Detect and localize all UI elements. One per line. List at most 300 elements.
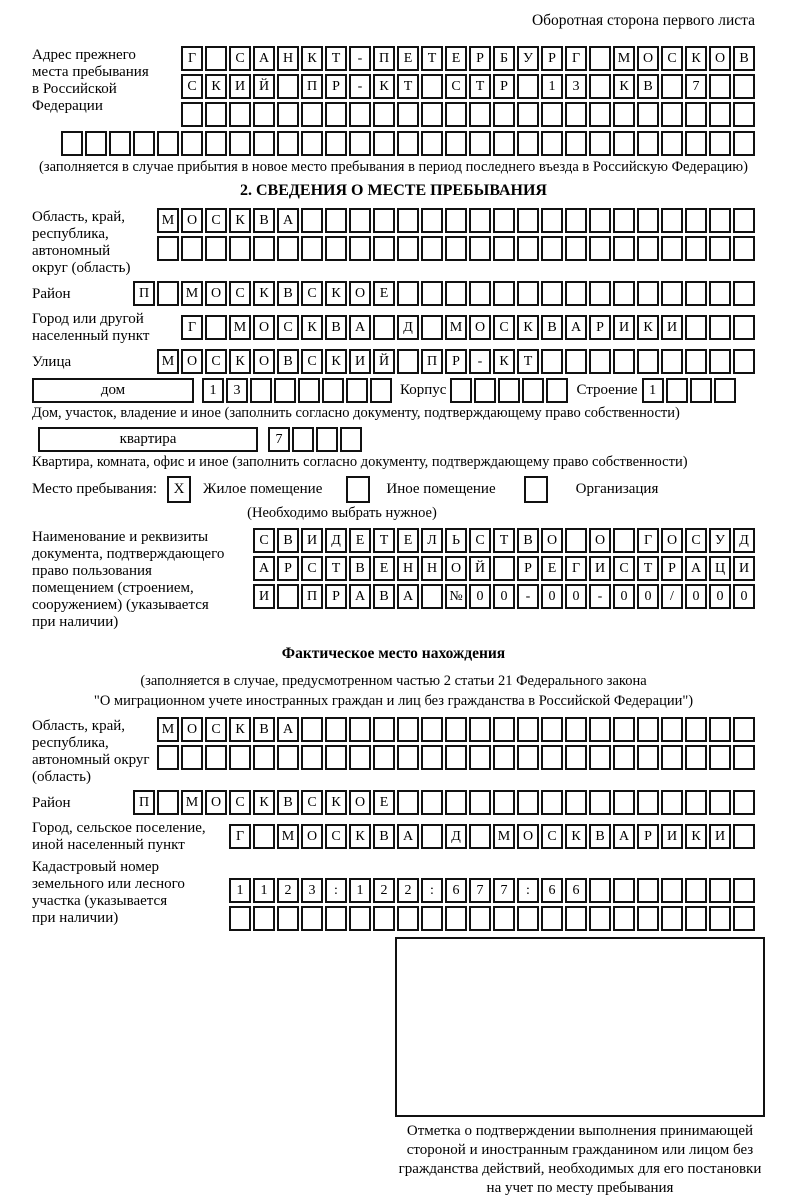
char-cell: [181, 745, 203, 770]
char-cell: 0: [709, 584, 731, 609]
char-cell: Г: [565, 46, 587, 71]
char-cell: Ь: [445, 528, 467, 553]
char-cell: [277, 131, 299, 156]
cadastre-label: Кадастровый номер земельного или лесного участка (указывается при наличии): [32, 859, 185, 926]
char-cell: [325, 717, 347, 742]
char-cell: [469, 208, 491, 233]
char-cell: К: [493, 349, 515, 374]
char-cell: [661, 878, 683, 903]
char-cell: [565, 349, 587, 374]
char-cell: И: [733, 556, 755, 581]
char-cell: [469, 745, 491, 770]
street-band: [32, 349, 755, 374]
char-cell: [277, 745, 299, 770]
char-cell: [709, 236, 731, 261]
char-cell: Ц: [709, 556, 731, 581]
char-cell: П: [133, 790, 155, 815]
char-cell: [397, 790, 419, 815]
char-cell: М: [493, 824, 515, 849]
document-band: [32, 528, 755, 631]
region-band: [32, 208, 755, 277]
char-cell: [637, 745, 659, 770]
korpus-label: Корпус: [400, 382, 447, 398]
char-cell: [541, 906, 563, 931]
char-cell: [565, 528, 587, 553]
char-cell: 1: [253, 878, 275, 903]
char-cell: К: [565, 824, 587, 849]
char-cell: Т: [637, 556, 659, 581]
actual-region-row-2: [157, 745, 755, 770]
apartment-cells: [268, 427, 362, 452]
district-grid: [133, 281, 755, 306]
char-cell: [397, 717, 419, 742]
char-cell: [229, 745, 251, 770]
char-cell: [733, 824, 755, 849]
char-cell: О: [541, 528, 563, 553]
char-cell: [373, 906, 395, 931]
char-cell: [565, 236, 587, 261]
char-cell: С: [277, 315, 299, 340]
char-cell: 0: [733, 584, 755, 609]
char-cell: [253, 906, 275, 931]
district-row: [133, 281, 755, 306]
char-cell: [613, 878, 635, 903]
char-cell: [517, 236, 539, 261]
char-cell: [589, 790, 611, 815]
char-cell: [733, 208, 755, 233]
char-cell: Н: [421, 556, 443, 581]
char-cell: [157, 745, 179, 770]
char-cell: 0: [613, 584, 635, 609]
stamp-box: [395, 937, 765, 1117]
char-cell: [685, 281, 707, 306]
char-cell: [253, 102, 275, 127]
char-cell: [469, 790, 491, 815]
char-cell: Д: [397, 315, 419, 340]
char-cell: [498, 378, 520, 403]
char-cell: Р: [517, 556, 539, 581]
char-cell: [250, 378, 272, 403]
prev-address-row-3: [181, 102, 755, 127]
char-cell: [205, 46, 227, 71]
char-cell: [301, 102, 323, 127]
char-cell: [709, 131, 731, 156]
char-cell: [565, 102, 587, 127]
prev-address-label: Адрес прежнего места пребывания в Российской Федерации: [32, 47, 149, 114]
actual-city-band: [32, 819, 755, 854]
char-cell: Д: [325, 528, 347, 553]
char-cell: А: [397, 824, 419, 849]
char-cell: [709, 102, 731, 127]
char-cell: [421, 74, 443, 99]
char-cell: [397, 906, 419, 931]
char-cell: [733, 102, 755, 127]
char-cell: Е: [373, 281, 395, 306]
char-cell: С: [661, 46, 683, 71]
char-cell: В: [253, 208, 275, 233]
char-cell: [181, 102, 203, 127]
char-cell: [325, 131, 347, 156]
actual-region-label: Область, край, республика, автономный округ (область): [32, 718, 150, 785]
actual-city-row: [229, 824, 755, 849]
char-cell: [445, 745, 467, 770]
char-cell: [661, 717, 683, 742]
char-cell: [421, 717, 443, 742]
char-cell: О: [181, 349, 203, 374]
char-cell: В: [277, 281, 299, 306]
char-cell: М: [613, 46, 635, 71]
char-cell: [685, 790, 707, 815]
char-cell: [493, 131, 515, 156]
char-cell: /: [661, 584, 683, 609]
house-note: Дом, участок, владение и иное (заполнить согласно документу, подтверждающему право собственности): [32, 405, 680, 421]
document-grid: [253, 528, 755, 609]
char-cell: К: [325, 281, 347, 306]
char-cell: О: [181, 208, 203, 233]
char-cell: О: [589, 528, 611, 553]
char-cell: [277, 584, 299, 609]
char-cell: [205, 745, 227, 770]
char-cell: [349, 208, 371, 233]
char-cell: [445, 131, 467, 156]
char-cell: 1: [202, 378, 224, 403]
char-cell: Р: [493, 74, 515, 99]
char-cell: [469, 281, 491, 306]
char-cell: Н: [397, 556, 419, 581]
char-cell: [709, 281, 731, 306]
char-cell: К: [349, 824, 371, 849]
char-cell: С: [181, 74, 203, 99]
char-cell: К: [325, 790, 347, 815]
char-cell: С: [205, 208, 227, 233]
char-cell: 0: [493, 584, 515, 609]
char-cell: [733, 745, 755, 770]
char-cell: [637, 349, 659, 374]
char-cell: И: [709, 824, 731, 849]
char-cell: В: [277, 528, 299, 553]
char-cell: В: [253, 717, 275, 742]
char-cell: [522, 378, 544, 403]
char-cell: А: [613, 824, 635, 849]
char-cell: К: [325, 349, 347, 374]
char-cell: К: [685, 46, 707, 71]
char-cell: [517, 102, 539, 127]
cadastre-row-1: [229, 878, 755, 903]
char-cell: П: [301, 584, 323, 609]
char-cell: [445, 906, 467, 931]
char-cell: [613, 349, 635, 374]
house-cells: [202, 378, 392, 403]
char-cell: А: [349, 584, 371, 609]
char-cell: В: [733, 46, 755, 71]
char-cell: [661, 906, 683, 931]
char-cell: 0: [685, 584, 707, 609]
char-cell: И: [349, 349, 371, 374]
char-cell: К: [301, 315, 323, 340]
document-row-2: [253, 556, 755, 581]
char-cell: [229, 102, 251, 127]
char-cell: Т: [325, 46, 347, 71]
char-cell: 1: [229, 878, 251, 903]
char-cell: [541, 131, 563, 156]
char-cell: 2: [277, 878, 299, 903]
char-cell: [613, 208, 635, 233]
char-cell: [709, 717, 731, 742]
char-cell: О: [181, 717, 203, 742]
char-cell: И: [589, 556, 611, 581]
apartment-box: квартира: [38, 427, 258, 452]
char-cell: [637, 281, 659, 306]
char-cell: [565, 717, 587, 742]
char-cell: О: [349, 281, 371, 306]
char-cell: [565, 281, 587, 306]
char-cell: [373, 208, 395, 233]
char-cell: [349, 236, 371, 261]
char-cell: [421, 824, 443, 849]
char-cell: И: [661, 315, 683, 340]
char-cell: В: [589, 824, 611, 849]
char-cell: [277, 74, 299, 99]
actual-region-band: [32, 717, 755, 786]
char-cell: [709, 906, 731, 931]
char-cell: Б: [493, 46, 515, 71]
char-cell: П: [301, 74, 323, 99]
char-cell: [181, 131, 203, 156]
char-cell: [229, 906, 251, 931]
char-cell: [613, 745, 635, 770]
char-cell: Е: [445, 46, 467, 71]
actual-region-grid: [157, 717, 755, 770]
char-cell: Р: [325, 584, 347, 609]
char-cell: [274, 378, 296, 403]
char-cell: [397, 102, 419, 127]
char-cell: [613, 906, 635, 931]
stay-place-note: (Необходимо выбрать нужное): [247, 505, 437, 521]
char-cell: К: [253, 281, 275, 306]
char-cell: И: [661, 824, 683, 849]
char-cell: [370, 378, 392, 403]
actual-city-grid: [229, 824, 755, 849]
char-cell: Р: [541, 46, 563, 71]
char-cell: 3: [565, 74, 587, 99]
char-cell: [685, 315, 707, 340]
char-cell: М: [445, 315, 467, 340]
char-cell: К: [685, 824, 707, 849]
char-cell: [565, 745, 587, 770]
char-cell: С: [469, 528, 491, 553]
char-cell: 3: [301, 878, 323, 903]
char-cell: О: [205, 790, 227, 815]
cadastre-band: [32, 858, 755, 931]
char-cell: [541, 790, 563, 815]
char-cell: М: [157, 208, 179, 233]
char-cell: [325, 745, 347, 770]
stay-place-label: Место пребывания:: [32, 481, 157, 497]
char-cell: -: [517, 584, 539, 609]
char-cell: [493, 906, 515, 931]
char-cell: [421, 745, 443, 770]
char-cell: [205, 102, 227, 127]
char-cell: [181, 236, 203, 261]
char-cell: [541, 745, 563, 770]
char-cell: К: [373, 74, 395, 99]
char-cell: :: [517, 878, 539, 903]
char-cell: И: [301, 528, 323, 553]
char-cell: А: [685, 556, 707, 581]
char-cell: [298, 378, 320, 403]
char-cell: [709, 878, 731, 903]
char-cell: [469, 824, 491, 849]
char-cell: [661, 236, 683, 261]
char-cell: :: [325, 878, 347, 903]
char-cell: Й: [373, 349, 395, 374]
char-cell: [661, 349, 683, 374]
cadastre-row-2: [229, 906, 755, 931]
char-cell: [589, 208, 611, 233]
char-cell: [301, 131, 323, 156]
char-cell: [733, 717, 755, 742]
char-cell: [661, 131, 683, 156]
char-cell: [589, 717, 611, 742]
char-cell: М: [181, 281, 203, 306]
char-cell: [565, 208, 587, 233]
char-cell: 6: [541, 878, 563, 903]
char-cell: [517, 906, 539, 931]
char-cell: 3: [226, 378, 248, 403]
char-cell: [421, 102, 443, 127]
char-cell: [205, 315, 227, 340]
char-cell: [277, 102, 299, 127]
char-cell: [661, 74, 683, 99]
city-grid: [181, 315, 755, 340]
char-cell: Р: [445, 349, 467, 374]
char-cell: [709, 74, 731, 99]
char-cell: О: [253, 315, 275, 340]
char-cell: [589, 46, 611, 71]
char-cell: А: [277, 208, 299, 233]
char-cell: -: [349, 74, 371, 99]
char-cell: 7: [469, 878, 491, 903]
char-cell: [517, 131, 539, 156]
char-cell: [373, 717, 395, 742]
char-cell: Р: [637, 824, 659, 849]
char-cell: 7: [268, 427, 290, 452]
char-cell: [685, 236, 707, 261]
char-cell: У: [709, 528, 731, 553]
checkbox-organization[interactable]: [524, 476, 548, 503]
char-cell: С: [301, 281, 323, 306]
district-band: [32, 281, 755, 306]
char-cell: [493, 236, 515, 261]
char-cell: Л: [421, 528, 443, 553]
char-cell: [301, 906, 323, 931]
char-cell: [541, 208, 563, 233]
stroenie-label: Строение: [576, 382, 638, 398]
char-cell: [613, 131, 635, 156]
actual-location-note-1: (заполняется в случае, предусмотренном частью 2 статьи 21 Федерального закона: [140, 673, 647, 689]
char-cell: [541, 102, 563, 127]
char-cell: [445, 790, 467, 815]
char-cell: И: [613, 315, 635, 340]
char-cell: 1: [642, 378, 664, 403]
city-band: [32, 310, 755, 345]
char-cell: -: [589, 584, 611, 609]
char-cell: 1: [349, 878, 371, 903]
char-cell: [637, 906, 659, 931]
char-cell: У: [517, 46, 539, 71]
char-cell: [349, 906, 371, 931]
char-cell: [445, 208, 467, 233]
char-cell: [589, 906, 611, 931]
char-cell: В: [277, 349, 299, 374]
region-grid: [157, 208, 755, 261]
checkbox-other-premises[interactable]: [346, 476, 370, 503]
char-cell: О: [253, 349, 275, 374]
char-cell: С: [325, 824, 347, 849]
char-cell: [637, 236, 659, 261]
char-cell: Т: [469, 74, 491, 99]
char-cell: [469, 906, 491, 931]
char-cell: [637, 878, 659, 903]
char-cell: [709, 315, 731, 340]
char-cell: [685, 906, 707, 931]
house-box: дом: [32, 378, 194, 403]
char-cell: [589, 878, 611, 903]
char-cell: -: [469, 349, 491, 374]
char-cell: М: [157, 349, 179, 374]
char-cell: [517, 745, 539, 770]
char-cell: 2: [397, 878, 419, 903]
city-label: Город или другой населенный пункт: [32, 311, 150, 344]
char-cell: [709, 208, 731, 233]
checkbox-residential[interactable]: X: [167, 476, 191, 503]
char-cell: 0: [541, 584, 563, 609]
char-cell: [517, 281, 539, 306]
char-cell: О: [301, 824, 323, 849]
char-cell: С: [613, 556, 635, 581]
char-cell: Т: [373, 528, 395, 553]
apartment-row: [32, 427, 755, 452]
char-cell: [316, 427, 338, 452]
actual-district-grid: [133, 790, 755, 815]
char-cell: С: [445, 74, 467, 99]
char-cell: [709, 745, 731, 770]
char-cell: [469, 131, 491, 156]
char-cell: [493, 102, 515, 127]
char-cell: Д: [445, 824, 467, 849]
char-cell: [637, 131, 659, 156]
char-cell: Й: [253, 74, 275, 99]
char-cell: В: [541, 315, 563, 340]
char-cell: [589, 236, 611, 261]
char-cell: [493, 281, 515, 306]
option-label-organization: Организация: [575, 481, 659, 497]
char-cell: Й: [469, 556, 491, 581]
char-cell: [613, 281, 635, 306]
char-cell: -: [349, 46, 371, 71]
char-cell: С: [205, 717, 227, 742]
char-cell: [469, 102, 491, 127]
char-cell: [349, 131, 371, 156]
char-cell: [469, 236, 491, 261]
prev-address-grid: [181, 46, 755, 127]
char-cell: С: [493, 315, 515, 340]
option-label-residential: Жилое помещение: [203, 481, 323, 497]
char-cell: 0: [637, 584, 659, 609]
char-cell: Р: [277, 556, 299, 581]
char-cell: С: [229, 790, 251, 815]
char-cell: Е: [373, 790, 395, 815]
